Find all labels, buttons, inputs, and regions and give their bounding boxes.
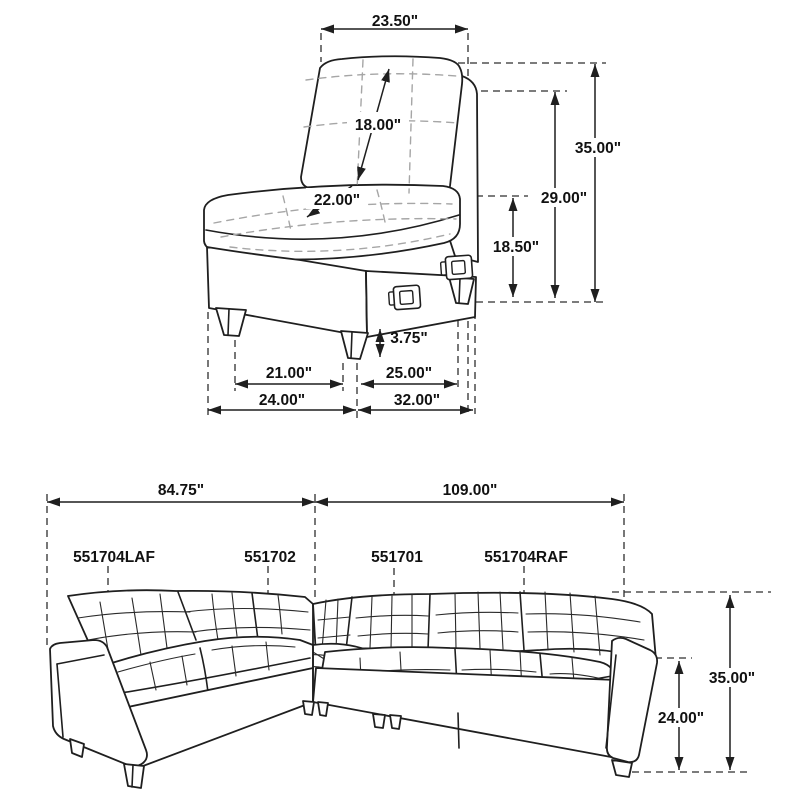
- dim-label-right-width: 109.00": [442, 482, 498, 499]
- dim-label-total-height: 35.00": [574, 140, 622, 157]
- dim-label-left-width: 84.75": [157, 482, 205, 499]
- dim-label-back-diagonal: 18.00": [354, 117, 402, 134]
- dim-label-inner-depth: 25.00": [385, 365, 433, 382]
- dim-label-seat-diagonal: 22.00": [313, 192, 361, 209]
- armless-chair-figure: [204, 13, 625, 418]
- dim-label-back-width: 23.50": [371, 13, 419, 30]
- dim-label-overall-width: 24.00": [258, 392, 306, 409]
- part-label-raf: 551704RAF: [484, 549, 568, 566]
- dim-label-back-height: 29.00": [540, 190, 588, 207]
- dim-label-overall-depth: 32.00": [393, 392, 441, 409]
- dim-label-frame-height: 18.50": [492, 239, 540, 256]
- part-label-corner: 551702: [244, 549, 296, 566]
- dim-label-arm-height: 24.00": [657, 710, 705, 727]
- sectional-figure: [47, 482, 771, 788]
- dim-label-sectional-height: 35.00": [708, 670, 756, 687]
- dim-label-seat-width: 21.00": [265, 365, 313, 382]
- part-label-armless: 551701: [371, 549, 423, 566]
- sectional-line-art: [50, 590, 657, 788]
- part-label-laf: 551704LAF: [73, 549, 155, 566]
- dim-label-leg-height: 3.75": [390, 330, 428, 347]
